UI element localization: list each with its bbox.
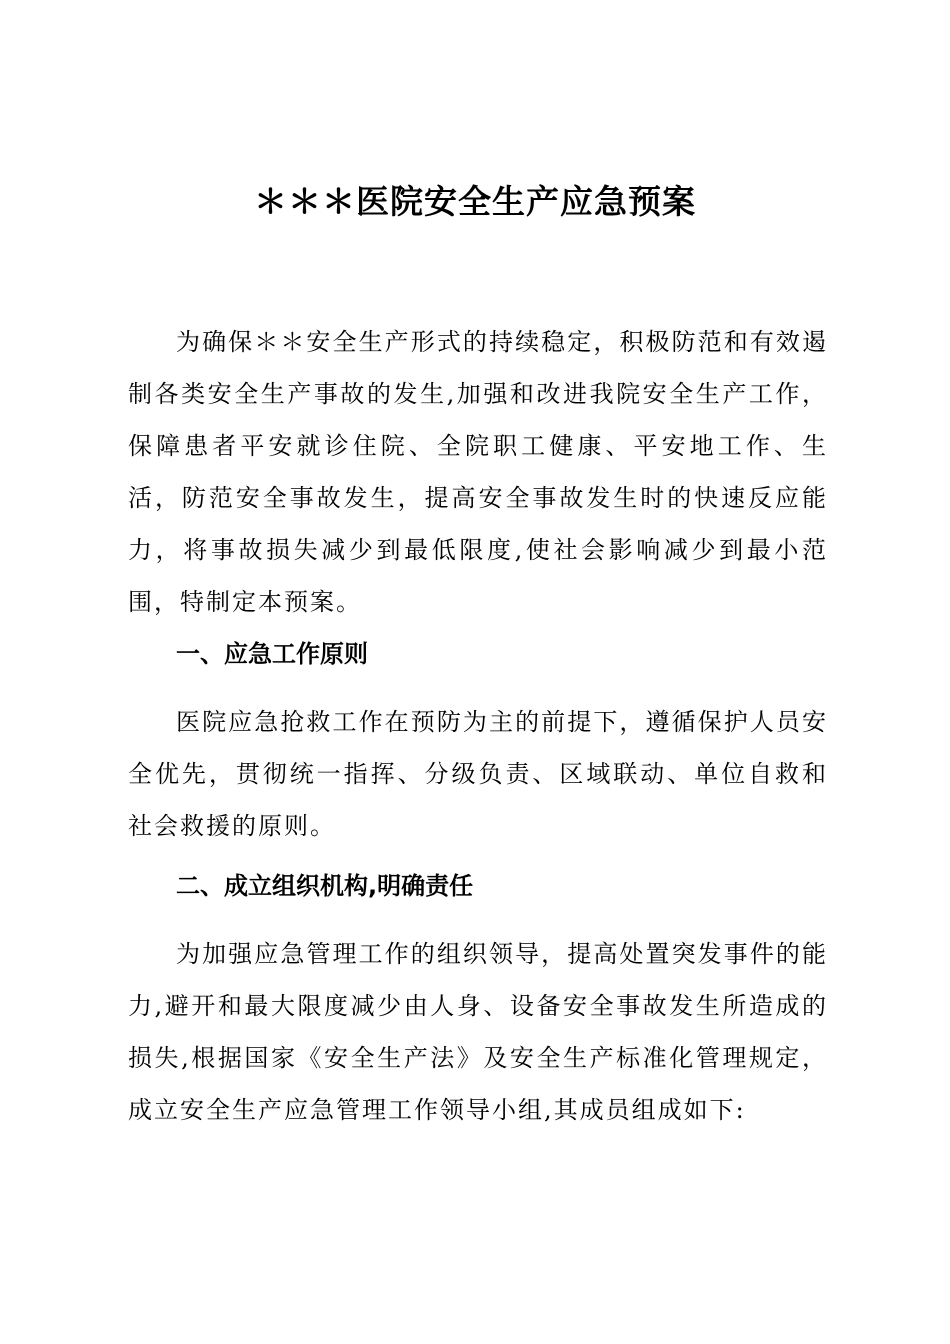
document-title: ＊＊＊医院安全生产应急预案 [254, 182, 696, 221]
principles-paragraph: 医院应急抢救工作在预防为主的前提下，遵循保护人员安全优先，贯彻统一指挥、分级负责、区域联动、单位自救和社会救援的原则。 [128, 708, 828, 840]
intro-paragraph: 为确保＊＊安全生产形式的持续稳定，积极防范和有效遏制各类安全生产事故的发生,加强和改进我院安全生产工作，保障患者平安就诊住院、全院职工健康、平安地工作、生活，防范安全事故发生，提高安全事故发生时的快速反应能力，将事故损失减少到最低限度,使社会影响减少到最小范围，特制定本预案。 [128, 328, 828, 616]
organization-paragraph: 为加强应急管理工作的组织领导，提高处置突发事件的能力,避开和最大限度减少由人身、设备安全事故发生所造成的损失,根据国家《安全生产法》及安全生产标准化管理规定，成立安全生产应急管理工作领导小组,其成员组成如下: [128, 940, 828, 1124]
section-heading-principles: 一、应急工作原则 [176, 640, 368, 668]
section-heading-organization: 二、成立组织机构,明确责任 [176, 872, 474, 900]
